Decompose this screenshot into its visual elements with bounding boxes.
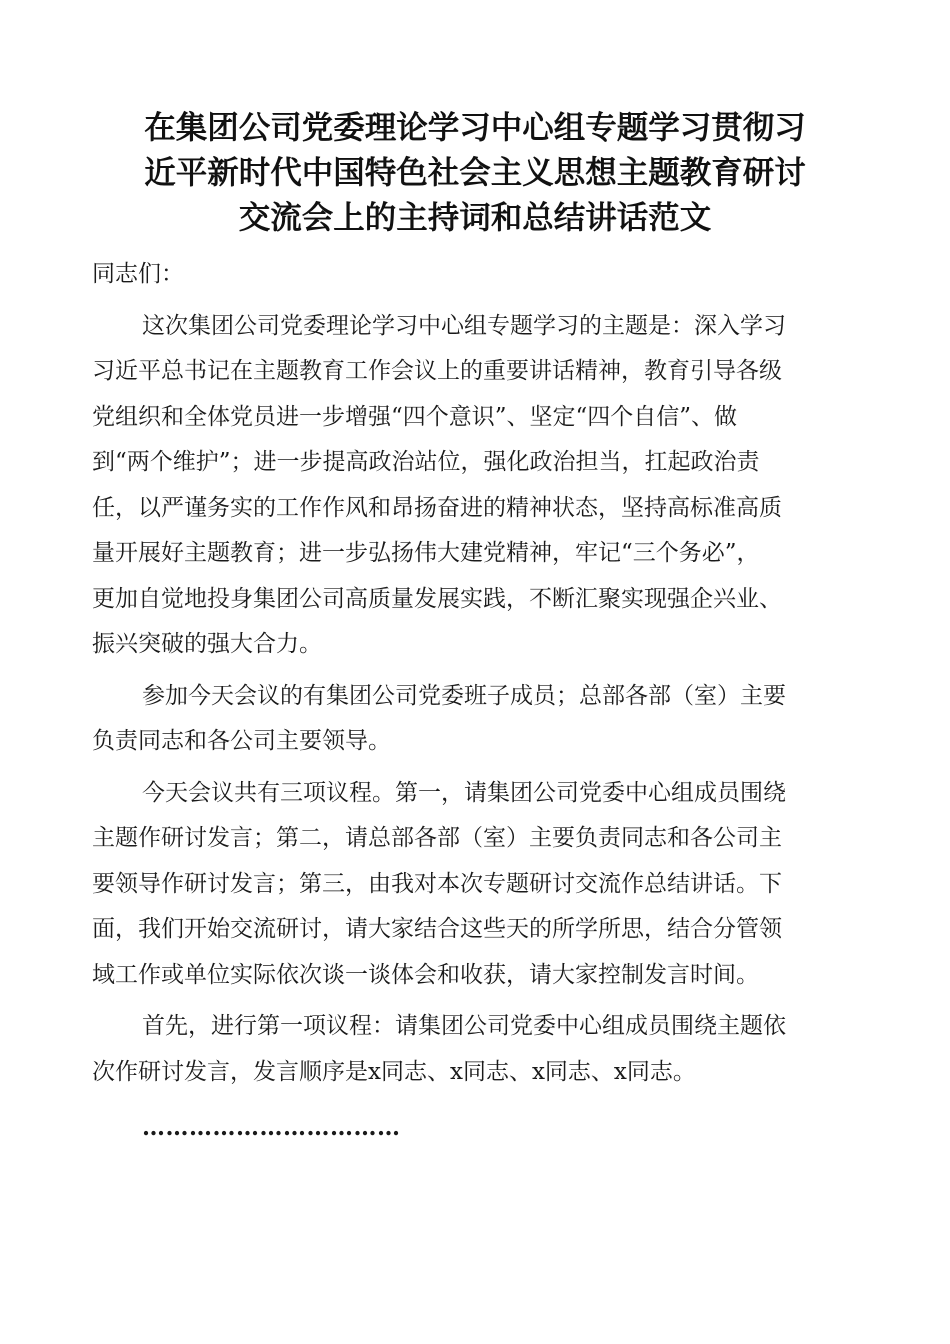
paragraph-line: 到“两个维护”；进一步提高政治站位，强化政治担当，扛起政治责 [92,449,760,475]
title-line: 在集团公司党委理论学习中心组专题学习贯彻习 [144,110,806,146]
paragraph-line: 次作研讨发言，发言顺序是x同志、x同志、x同志、x同志。 [92,1058,696,1085]
paragraph-line: 党组织和全体党员进一步增强“四个意识”、坚定“四个自信”、做 [92,403,738,430]
paragraph-line: 振兴突破的强大合力。 [92,631,322,657]
paragraph-first-item [92,1004,858,1095]
paragraph-line: 要领导作研讨发言；第三，由我对本次专题研讨交流作总结讲话。下 [92,870,782,897]
title-line: 交流会上的主持词和总结讲话范文 [238,200,712,236]
document-title [90,106,860,241]
paragraph-line: 任，以严谨务实的工作作风和昂扬奋进的精神状态，坚持高标准高质 [92,494,782,521]
paragraph-line: 习近平总书记在主题教育工作会议上的重要讲话精神，教育引导各级 [92,358,782,384]
paragraph-theme [92,304,858,668]
paragraph-line: 负责同志和各公司主要领导。 [92,728,391,754]
paragraph-attendees [92,674,858,765]
paragraph-agenda [92,771,858,999]
salutation: 同志们： [92,261,184,287]
paragraph-line: 首先，进行第一项议程：请集团公司党委中心组成员围绕主题依 [142,1013,786,1039]
paragraph-line: 今天会议共有三项议程。第一，请集团公司党委中心组成员围绕 [142,779,786,806]
paragraph-line: 这次集团公司党委理论学习中心组专题学习的主题是：深入学习 [142,312,786,339]
paragraph-line: 面，我们开始交流研讨，请大家结合这些天的所学所思，结合分管领 [92,916,782,942]
paragraph-line: 参加今天会议的有集团公司党委班子成员；总部各部（室）主要 [142,682,786,709]
paragraph-line: 域工作或单位实际依次谈一谈体会和收获，请大家控制发言时间。 [92,961,759,988]
ellipsis-separator: …………………………… [142,1114,401,1141]
title-line: 近平新时代中国特色社会主义思想主题教育研讨 [144,155,806,191]
paragraph-line: 量开展好主题教育；进一步弘扬伟大建党精神，牢记“三个务必”， [92,540,760,566]
paragraph-line: 主题作研讨发言；第二，请总部各部（室）主要负责同志和各公司主 [92,825,782,851]
document-body [92,252,858,1151]
paragraph-line: 更加自觉地投身集团公司高质量发展实践，不断汇聚实现强企兴业、 [92,585,782,612]
